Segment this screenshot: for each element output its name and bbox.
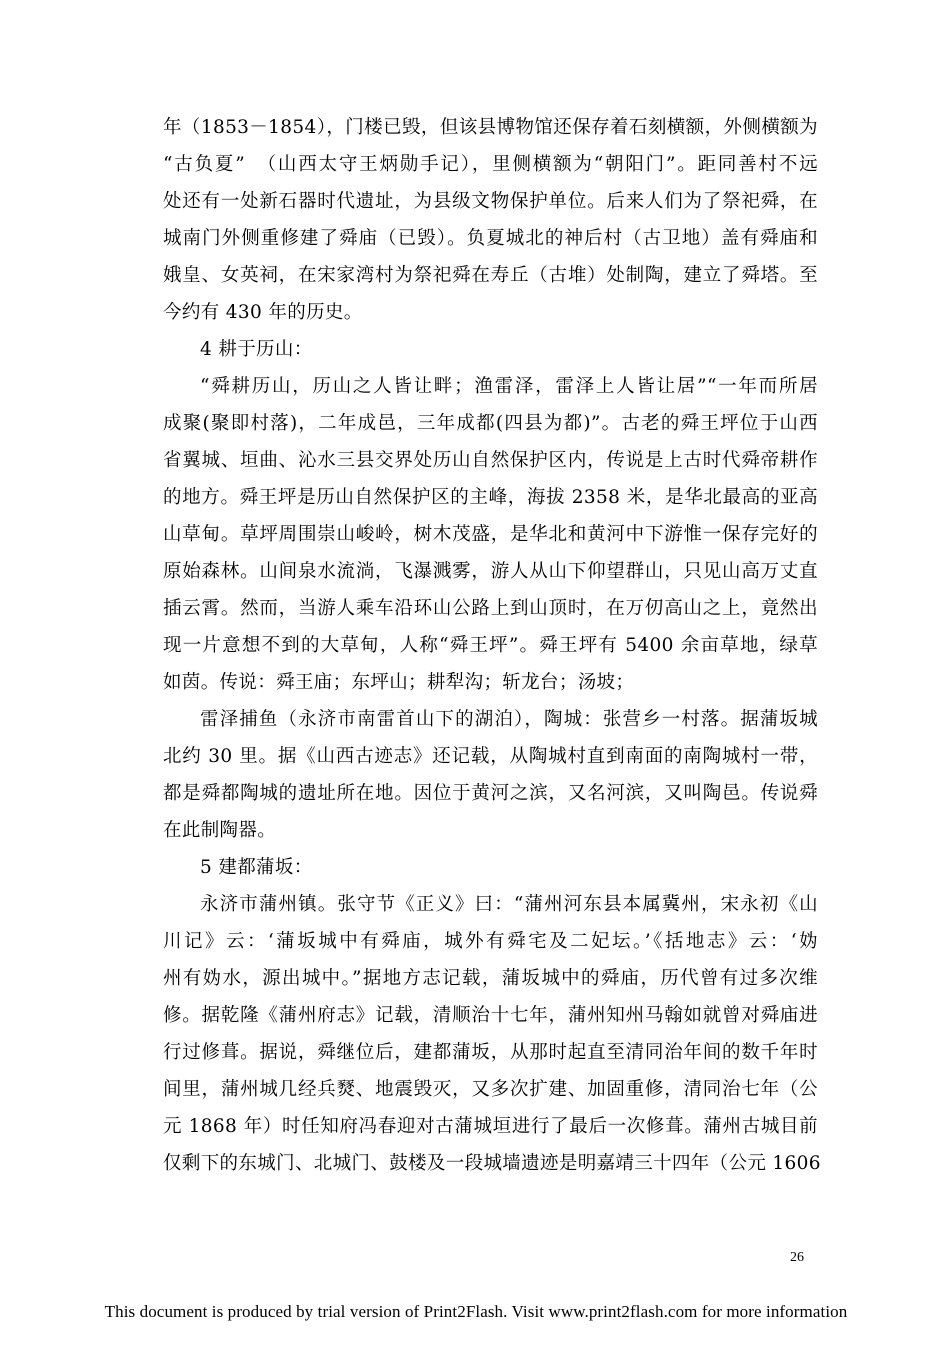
body-text-line: 修。据乾隆《蒲州府志》记载，清顺治十七年，蒲州知州马翰如就曾对舜庙进 [163,1005,818,1026]
body-text-line: 原始森林。山间泉水流淌，飞瀑溅雾，游人从山下仰望群山，只见山高万丈直 [163,561,818,582]
body-text-line: 永济市蒲州镇。张守节《正义》曰：“蒲州河东县本属冀州，宋永初《山 [200,894,818,915]
body-text-line: 城南门外侧重修建了舜庙（已毁）。负夏城北的神后村（古卫地）盖有舜庙和 [163,228,818,249]
body-text-line: 成聚(聚即村落)，二年成邑，三年成都(四县为都)”。古老的舜王坪位于山西 [163,413,818,434]
body-text-line: 间里，蒲州城几经兵燹、地震毁灭，又多次扩建、加固重修，清同治七年（公 [163,1079,818,1100]
body-text-line: 如茵。传说：舜王庙；东坪山；耕犁沟；斩龙台；汤坡； [163,672,635,693]
body-text-line: “古负夏” （山西太守王炳勋手记），里侧横额为“朝阳门”。距同善村不远 [163,154,818,175]
body-text-line: 仅剩下的东城门、北城门、鼓楼及一段城墙遗迹是明嘉靖三十四年（公元 1606 [163,1153,821,1174]
body-text-line: 元 1868 年）时任知府冯春迎对古蒲城垣进行了最后一次修葺。蒲州古城目前 [163,1116,818,1137]
section-heading: 4 耕于历山： [200,339,313,360]
body-text-line: 山草甸。草坪周围崇山峻岭，树木茂盛，是华北和黄河中下游惟一保存完好的 [163,524,818,545]
body-text-line: 州有妫水，源出城中。”据地方志记载，蒲坂城中的舜庙，历代曾有过多次维 [163,968,818,989]
body-text-line: 今约有 430 年的历史。 [163,302,363,323]
body-text-line: 处还有一处新石器时代遗址，为县级文物保护单位。后来人们为了祭祀舜，在 [163,191,818,212]
body-text-line: 川记》云：‘蒲坂城中有舜庙，城外有舜宅及二妃坛。’《括地志》云：‘妫 [163,931,818,952]
body-text-line: “舜耕历山，历山之人皆让畔；渔雷泽，雷泽上人皆让居”“一年而所居 [200,376,818,397]
section-heading: 5 建都蒲坂： [200,857,313,878]
body-text-line: 在此制陶器。 [163,820,277,841]
body-text-line: 娥皇、女英祠，在宋家湾村为祭祀舜在寿丘（古堆）处制陶，建立了舜塔。至 [163,265,818,286]
body-text-line: 行过修葺。据说，舜继位后，建都蒲坂，从那时起直至清同治年间的数千年时 [163,1042,818,1063]
page-number: 26 [790,1250,804,1265]
body-text-line: 雷泽捕鱼（永济市南雷首山下的湖泊），陶城：张营乡一村落。据蒲坂城 [200,709,818,730]
body-text-line: 的地方。舜王坪是历山自然保护区的主峰，海拔 2358 米，是华北最高的亚高 [163,487,818,508]
body-text-line: 年（1853－1854），门楼已毁，但该县博物馆还保存着石刻横额，外侧横额为 [163,117,818,138]
body-text-line: 北约 30 里。据《山西古迹志》还记载，从陶城村直到南面的南陶城村一带， [163,746,818,767]
body-text-line: 省翼城、垣曲、沁水三县交界处历山自然保护区内，传说是上古时代舜帝耕作 [163,450,818,471]
body-text-line: 现一片意想不到的大草甸，人称“舜王坪”。舜王坪有 5400 余亩草地，绿草 [163,635,818,656]
body-text-line: 都是舜都陶城的遗址所在地。因位于黄河之滨，又名河滨，又叫陶邑。传说舜 [163,783,818,804]
trial-footer-notice: This document is produced by trial version of Print2Flash. Visit www.print2flash.com for more information [104,1302,848,1321]
body-text-line: 插云霄。然而，当游人乘车沿环山公路上到山顶时，在万仞高山之上，竟然出 [163,598,818,619]
